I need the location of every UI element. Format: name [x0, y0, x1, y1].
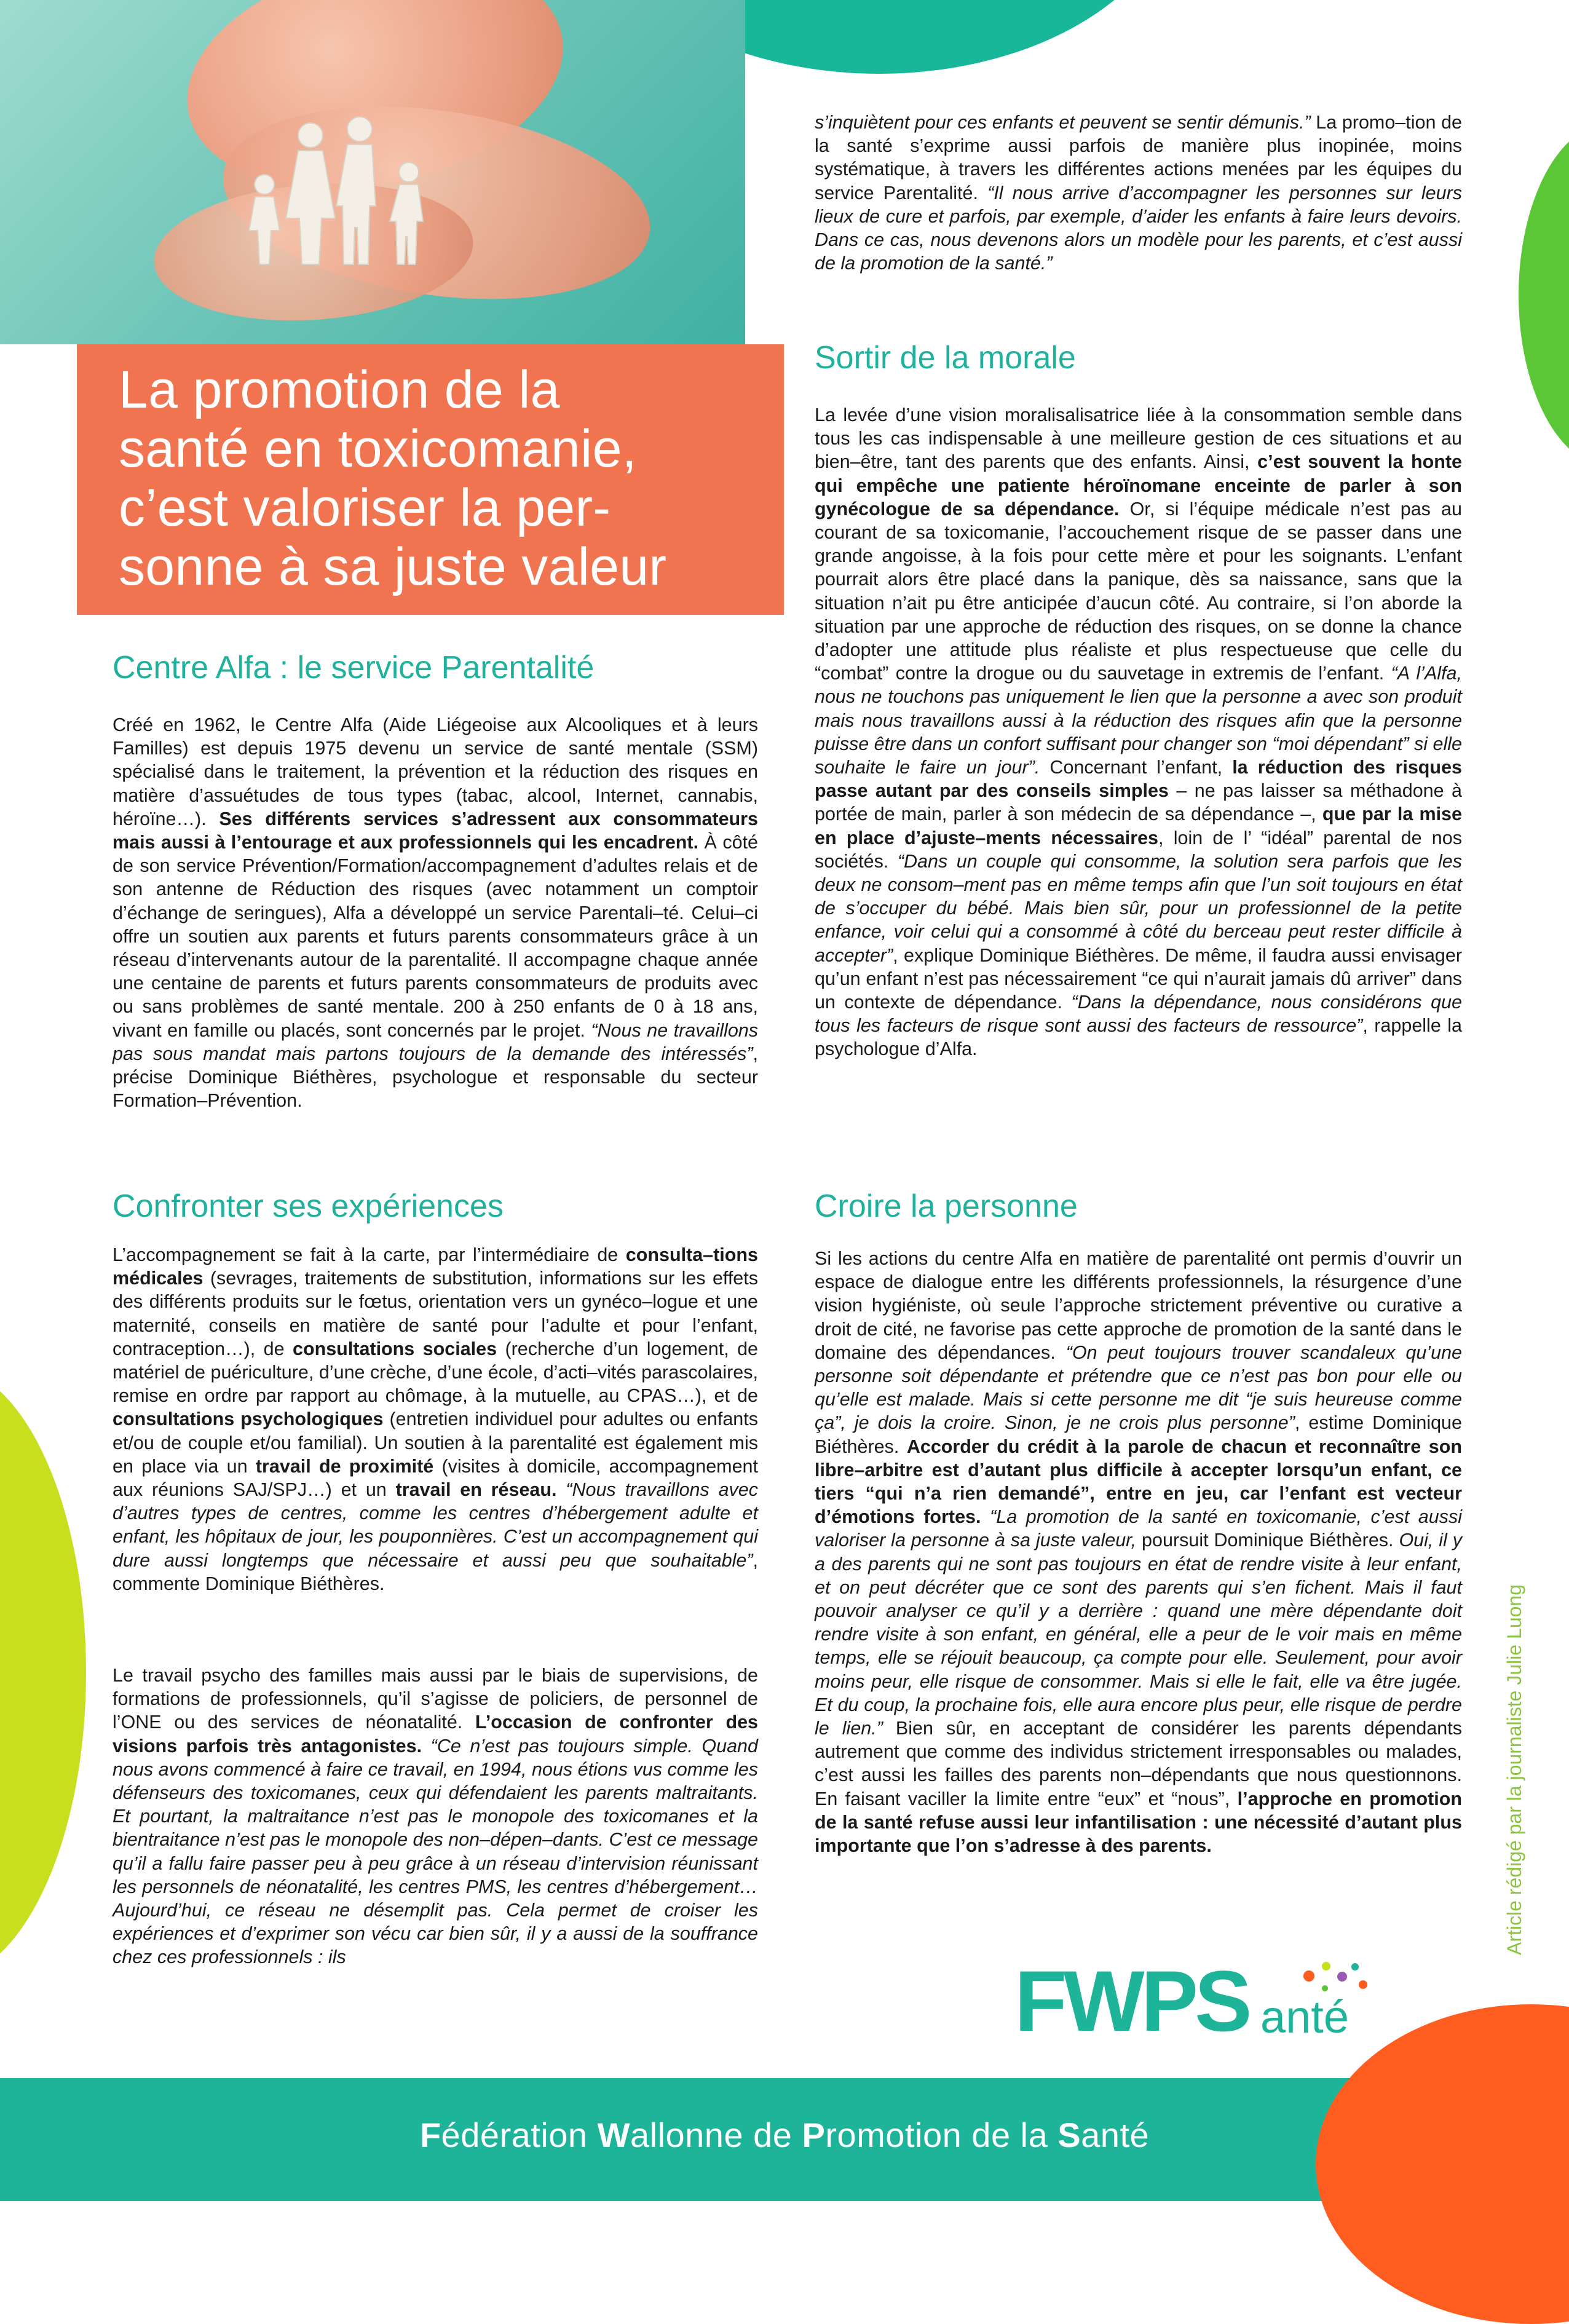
text-run: “Ce n’est pas toujours simple. Quand nous avons commencé à faire ce travail, en 1994, nous étions vus comme les défenseurs des toxicomanes, ceux qui défendaient les parents maltraitants. Et pourtant, la maltraitance n’est pas le monopole des toxicomanes et la bientraitance n’est pas le monopole des non–dépen–dants. C’est ce message qu’il a fallu faire passer peu à peu grâce à un réseau d’intervision réunissant les personnels de néonatalité, les centres PMS, les centres d’hébergement… Aujourd’hui, ce réseau ne désemplit pas. Cela permet de croiser les expériences et d’exprimer son vécu car bien sûr, il y a aussi de la souffrance chez ces professionnels : ils: [113, 1735, 758, 1968]
text-run: “Dans un couple qui consomme, la solution sera parfois que les deux ne consom–ment pas en même temps afin que l’un soit toujours en état de s’occuper du bébé. Mais bien sûr, pour un professionnel de la petite enfance, voir celui qui a consommé à côté du berceau peut rester difficile à accepter”: [815, 850, 1463, 966]
article-credit: Article rédigé par la journaliste Julie Luong: [1503, 1584, 1525, 1955]
text-run: poursuit Dominique Biéthères.: [1136, 1530, 1399, 1551]
text-run: consultations sociales: [293, 1338, 497, 1359]
fwps-logo: [1014, 1953, 1383, 2049]
text-run: allonne de: [630, 2116, 802, 2154]
article-title: La promotion de la santé en toxicomanie, c’est valoriser la per- sonne à sa juste valeur: [119, 360, 667, 596]
text-run: Si les actions du centre Alfa en matière de parentalité ont permis d’ouvrir un espace de dialogue entre les différents professionnels, la résurgence d’une vision hygiéniste, où seule l’approche strictement préventive ou curative a droit de cité, ne favorise pas cette approche de promotion de la santé dans le domaine des dépendances.: [815, 1248, 1462, 1363]
paper-family-icon: [227, 111, 449, 271]
text-run: (entretien individuel pour adultes ou enfants et/ou de couple et/ou familial). Un soutien à la parentalité est également mis en place via un: [113, 1409, 758, 1477]
text-run: , estime Dominique Biéthères.: [815, 1412, 1462, 1457]
text-run: c’est souvent la honte qui empêche une patiente héroïnomane enceinte de parler à son gynécologue de sa dépendance.: [815, 451, 1462, 520]
text-run: L’accompagnement se fait à la carte, par l’intermédiaire de: [113, 1244, 626, 1265]
paragraph-sortir-morale: [815, 403, 1462, 1061]
text-run: (visites à domicile, accompagnement aux réunions SAJ/SPJ…) et un: [113, 1455, 758, 1501]
logo-wordmark: FWPS: [1014, 1953, 1249, 2049]
text-run: [422, 1736, 431, 1757]
text-run: À côté de son service Prévention/Formation/accompagnement d’adultes relais et de son antenne de Réduction des risques (avec notamment un comptoir d’échange de seringues), Alfa a développé un service Parentali–té. Celui–ci offre un soutien aux parents et futurs parents consommateurs grâce à un réseau d’intervenants autour de la parentalité. Il accompagne chaque année une centaine de parents et futurs parents consommateurs de produits avec ou sans problèmes de santé mentale. 200 à 250 enfants de 0 à 18 ans, vivant en famille ou placés, sont concernés par le projet.: [113, 832, 758, 1041]
text-run: “Il nous arrive d’accompagner les personnes sur leurs lieux de cure et parfois, par exemple, d’aider les enfants à faire leurs devoirs. Dans ce cas, nous devenons alors un modèle pour les parents, et c’est aussi de la promotion de la santé.”: [815, 182, 1462, 274]
text-run: , explique Dominique Biéthères. De même, il faudra aussi envisager qu’un enfant n’est pas nécessairement “ce qui n’aurait jamais dû arriver” dans un contexte de dépendance.: [815, 944, 1462, 1013]
text-run: romotion de la: [825, 2116, 1058, 2154]
text-run: (recherche d’un logement, de matériel de puériculture, d’une crèche, d’une école, d’acti–vités parascolaires, remise en ordre par rapport au chômage, à la mutuelle, au CPAS…), et de: [113, 1338, 758, 1407]
text-run: Concernant l’enfant,: [1040, 757, 1233, 778]
text-run: édération: [441, 2116, 598, 2154]
paragraph-continuation: [815, 111, 1462, 275]
text-run: Or, si l’équipe médicale n’est pas au courant de sa toxicomanie, l’accouchement risque de se passer dans une grande angoisse, à la fois pour cette mère et pour les soignants. L’enfant pourrait alors être placé dans la panique, dès sa naissance, sans que la situation n’ait pu être anticipée d’aucun côté. Au contraire, si l’on aborde la situation par une approche de réduction des risques, on se donne la chance d’adopter une attitude plus réaliste et plus respectueuse que celle du “combat” contre la drogue ou du sauvetage in extremis de l’enfant.: [815, 498, 1462, 684]
text-run: consultations psychologiques: [113, 1409, 384, 1430]
text-run: s’inquiètent pour ces enfants et peuvent se sentir démunis.”: [815, 112, 1311, 133]
heading-confronter: Confronter ses expériences: [113, 1188, 504, 1224]
text-run: L’occasion de confronter des visions parfois très antagonistes.: [113, 1712, 758, 1757]
paragraph-croire-personne: [815, 1247, 1462, 1857]
text-run: Le travail psycho des familles mais aussi par le biais de supervisions, de formations de professionnels, qu’il s’agisse de policiers, de personnel de l’ONE ou des services de néonatalité.: [113, 1665, 758, 1733]
text-run: Créé en 1962, le Centre Alfa (Aide Liégeoise aux Alcooliques et à leurs Familles) est depuis 1975 devenu un service de santé mentale (SSM) spécialisé dans le traitement, la prévention et la réduction des risques en matière d’assuétudes de tous types (tabac, alcool, Internet, cannabis, héroïne…).: [113, 714, 758, 829]
text-run: la réduction des risques passe autant par des conseils simples: [815, 757, 1462, 802]
text-run: , loin de l’ “idéal” parental de nos sociétés.: [815, 827, 1462, 872]
text-run: , commente Dominique Biéthères.: [113, 1549, 758, 1594]
title-box: [77, 344, 784, 615]
heading-sortir-morale: Sortir de la morale: [815, 340, 1076, 376]
footer-organisation-name: [0, 2115, 1569, 2155]
text-run: W: [597, 2116, 630, 2154]
text-run: consulta–tions médicales: [113, 1244, 758, 1289]
footer-orange-arc: [1316, 2004, 1569, 2324]
text-run: Ses différents services s’adressent aux consommateurs mais aussi à l’entourage et aux professionnels qui les encadrent.: [113, 808, 758, 853]
text-run: , précise Dominique Biéthères, psychologue et responsable du secteur Formation–Prévention.: [113, 1043, 758, 1112]
text-run: – ne pas laisser sa méthadone à portée de main, parler à son médecin de sa dépendance –,: [815, 780, 1463, 825]
paragraph-centre-alfa: [113, 713, 758, 1112]
text-run: La levée d’une vision moralisalisatrice liée à la consommation semble dans tous les cas indispensable à une meilleure gestion de ces situations et au bien–être, tant des parents que des enfants. Ainsi,: [815, 405, 1462, 473]
text-run: “Nous ne travaillons pas sous mandat mais partons toujours de la demande des intéressés”: [113, 1019, 758, 1064]
text-run: [556, 1479, 566, 1500]
text-run: “La promotion de la santé en toxicomanie, c’est aussi valoriser la personne à sa juste valeur,: [815, 1506, 1462, 1551]
text-run: Accorder du crédit à la parole de chacun et reconnaître son libre–arbitre est d’autant plus difficile à accepter lorsqu’un enfant, ce tiers “qui n’a rien demandé”, entre en jeu, car l’enfant est vecteur d’émotions fortes.: [815, 1436, 1462, 1528]
text-run: Bien sûr, en acceptant de considérer les parents dépendants autrement que comme des individus strictement irresponsables ou malades, c’est aussi les failles des parents non–dépendants que nous questionnons. En faisant vaciller la limite entre “eux” et “nous”,: [815, 1718, 1462, 1809]
text-run: , rappelle la psychologue d’Alfa.: [815, 1015, 1462, 1060]
right-green-arc: [1519, 123, 1569, 467]
text-run: Oui, il y a des parents qui ne sont pas toujours en état de rendre visite à leur enfant, et on peut décréter que ce sont des parents qui s’en fichent. Mais il faut pouvoir analyser ce qu’il y a derrière : quand une mère dépendante doit rendre visite à son enfant, en général, elle a peur de le voir mais en même temps, elle se réjouit beaucoup, ça compte pour elle. Seulement, pour avoir moins peur, elle risque de consommer. Mais si elle le fait, elle va être jugée. Et du coup, la prochaine fois, elle aura encore plus peur, elle risque de perdre le lien.”: [815, 1530, 1463, 1739]
text-run: [981, 1506, 990, 1527]
text-run: P: [802, 2116, 826, 2154]
text-run: S: [1057, 2116, 1081, 2154]
heading-croire-personne: Croire la personne: [815, 1188, 1078, 1224]
text-run: “Nous travaillons avec d’autres types de centres, comme les centres d’hébergement adulte et enfant, les hôpitaux de jour, les pouponnières. C’est un accompagnement qui dure aussi longtemps que nécessaire et aussi peu que souhaitable”: [113, 1479, 759, 1571]
text-run: “Dans la dépendance, nous considérons que tous les facteurs de risque sont aussi des facteurs de ressource”: [815, 992, 1462, 1037]
logo-suffix: anté: [1260, 1991, 1350, 2042]
text-run: travail de proximité: [255, 1455, 434, 1477]
text-run: travail en réseau.: [395, 1479, 557, 1501]
paragraph-confronter: [113, 1243, 758, 1595]
text-run: “On peut toujours trouver scandaleux qu’une personne soit dépendante et prétendre que ce n’est pas bon pour elle ou qu’elle est malade. Mais si cette personne me dit “je suis heureuse comme ça”, je dois la croire. Sinon, je ne crois plus personne”: [815, 1342, 1462, 1434]
paragraph-travail-psycho: [113, 1664, 758, 1969]
text-run: “A l’Alfa, nous ne touchons pas uniquement le lien que la personne a avec son produit mais nous travaillons aussi à la réduction des risques afin que la personne puisse être dans un confort suffisant pour changer son “moi dépendant” si elle souhaite le faire un jour”.: [815, 663, 1462, 778]
left-lime-arc: [0, 1365, 86, 1980]
text-run: l’approche en promotion de la santé refuse aussi leur infantilisation : une nécessité d’autant plus importante que l’on s’adresse à des parents.: [815, 1788, 1462, 1857]
text-run: anté: [1081, 2116, 1150, 2154]
text-run: La promo–tion de la santé s’exprime aussi parfois de manière plus inopinée, moins systématique, à travers les différentes actions menées par les équipes du service Parentalité.: [815, 112, 1462, 204]
text-run: (sevrages, traitements de substitution, informations sur les effets des différents produits sur le fœtus, orientation vers un gynéco–logue et une maternité, conseils en matière de santé pour l’adulte et pour l’enfant, contraception…), de: [113, 1268, 758, 1359]
text-run: F: [419, 2116, 441, 2154]
heading-centre-alfa: Centre Alfa : le service Parentalité: [113, 650, 595, 686]
text-run: que par la mise en place d’ajuste–ments nécessaires: [815, 804, 1462, 848]
header-photo: [0, 0, 745, 344]
